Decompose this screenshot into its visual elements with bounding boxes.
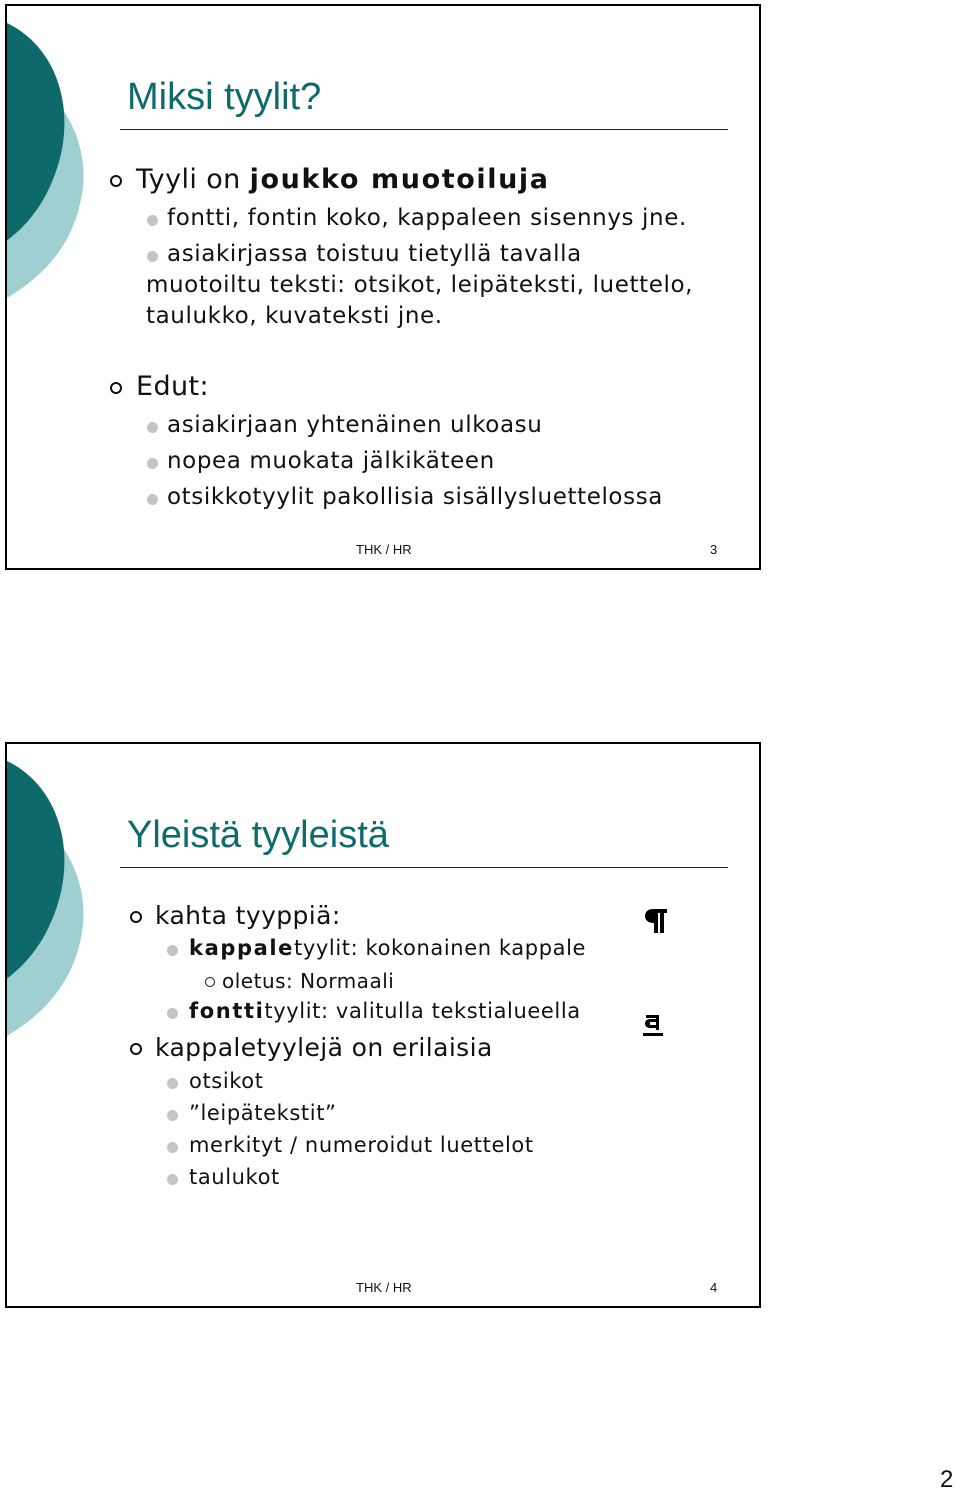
sub-bullet-text: merkityt / numeroidut luettelot	[189, 1133, 534, 1157]
ring-bullet-icon	[110, 382, 122, 394]
bullet-text: Edut:	[136, 371, 209, 402]
sub-bullet-text: otsikot	[189, 1069, 264, 1093]
dot-bullet-icon	[167, 945, 178, 956]
sub-bullet-text: ”leipätekstit”	[189, 1101, 337, 1125]
slide-4	[5, 742, 761, 1308]
dot-bullet-icon	[147, 215, 158, 226]
sub-bullet-text: kappaletyylit: kokonainen kappale	[189, 936, 587, 960]
document-page-number: 2	[940, 1466, 954, 1493]
sub-bullet-text: asiakirjaan yhtenäinen ulkoasu	[167, 412, 543, 438]
slide-number: 4	[710, 1280, 718, 1295]
slide-title: Yleistä tyyleistä	[127, 814, 389, 856]
bullet-text: kahta tyyppiä:	[155, 901, 341, 930]
slide-footer: THK / HR	[356, 542, 412, 557]
sub-bullet-text: fontti, fontin koko, kappaleen sisennys jne.	[167, 205, 687, 231]
sub-sub-bullet-text: oletus: Normaali	[222, 969, 395, 993]
sub-bullet-text: otsikkotyylit pakollisia sisällysluettelossa	[167, 484, 663, 510]
dot-bullet-icon	[167, 1078, 178, 1089]
dot-bullet-icon	[167, 1142, 178, 1153]
ring-bullet-icon	[205, 977, 215, 987]
slide-decoration	[5, 742, 95, 1052]
sub-bullet-text: nopea muokata jälkikäteen	[167, 448, 495, 474]
bullet-text: kappaletyylejä on erilaisia	[155, 1033, 493, 1062]
slide-decoration	[5, 4, 95, 314]
slide-number: 3	[710, 542, 718, 557]
dot-bullet-icon	[147, 458, 158, 469]
character-style-icon	[640, 1010, 668, 1040]
sub-bullet-text-continued: muotoiltu teksti: otsikot, leipäteksti, luettelo,	[146, 272, 694, 298]
slide-footer: THK / HR	[356, 1280, 412, 1295]
ring-bullet-icon	[110, 175, 122, 187]
dot-bullet-icon	[167, 1008, 178, 1019]
title-divider	[120, 129, 728, 130]
slide-3	[5, 4, 761, 570]
dot-bullet-icon	[167, 1174, 178, 1185]
dot-bullet-icon	[147, 251, 158, 262]
paragraph-style-icon	[643, 907, 669, 935]
sub-bullet-text: taulukot	[189, 1165, 280, 1189]
sub-bullet-text-continued: taulukko, kuvateksti jne.	[146, 303, 443, 329]
ring-bullet-icon	[130, 911, 142, 923]
dot-bullet-icon	[147, 494, 158, 505]
title-divider	[120, 867, 728, 868]
sub-bullet-text: asiakirjassa toistuu tietyllä tavalla	[167, 241, 582, 267]
dot-bullet-icon	[147, 422, 158, 433]
slide-title: Miksi tyylit?	[127, 76, 322, 118]
bullet-text: Tyyli on joukko muotoiluja	[136, 164, 550, 195]
sub-bullet-text: fonttityylit: valitulla tekstialueella	[189, 999, 581, 1023]
dot-bullet-icon	[167, 1110, 178, 1121]
ring-bullet-icon	[130, 1043, 142, 1055]
